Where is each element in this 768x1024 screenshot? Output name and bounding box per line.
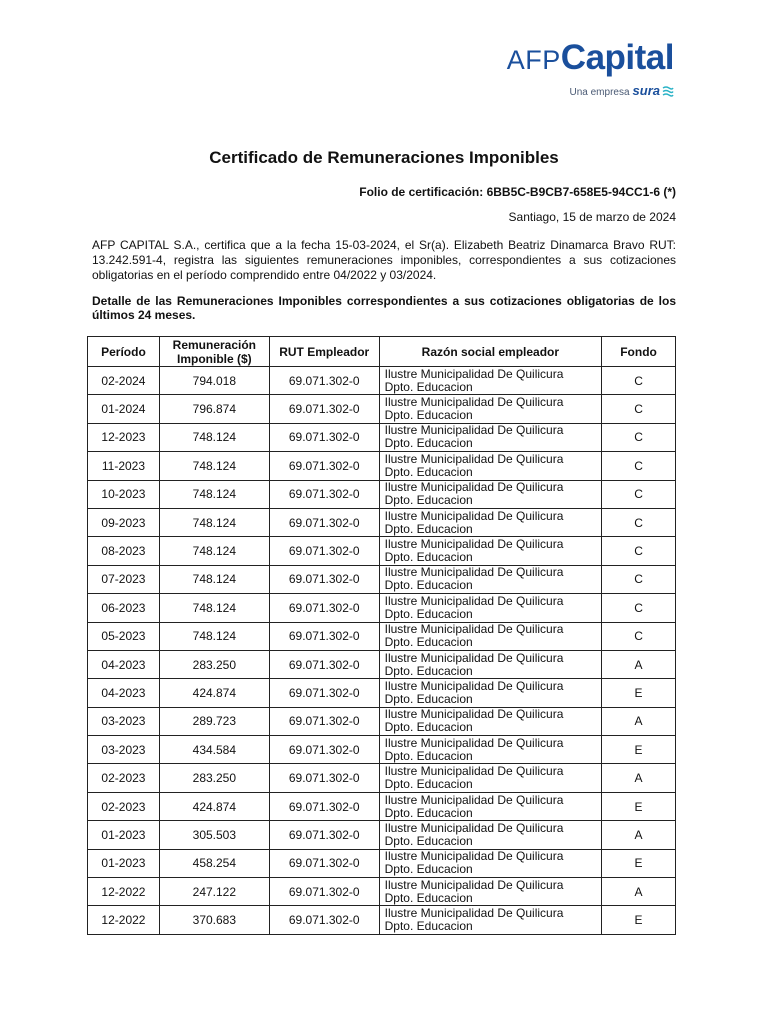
certification-paragraph: AFP CAPITAL S.A., certifica que a la fecha 15-03-2024, el Sr(a). Elizabeth Beatriz Dinamarca Bravo RUT: 13.242.591-4, registra las siguientes remuneraciones imponibles, correspondientes a sus cotizaciones obligatorias en el período comprendido entre 04/2022 y 03/2024. (92, 238, 676, 282)
razon-social-line2: Dpto. Educacion (384, 578, 473, 593)
cell-fondo: E (602, 736, 676, 764)
cell-razon-social (379, 906, 601, 934)
document-title: Certificado de Remuneraciones Imponibles (209, 148, 559, 167)
cell-fondo: E (602, 679, 676, 707)
cell-remuneracion: 424.874 (159, 792, 269, 820)
cell-rut-empleador: 69.071.302-0 (269, 395, 379, 423)
razon-social-line1: Ilustre Municipalidad De Quilicura (384, 678, 564, 693)
cell-remuneracion: 424.874 (159, 679, 269, 707)
cell-rut-empleador: 69.071.302-0 (269, 792, 379, 820)
razon-social-line2: Dpto. Educacion (384, 890, 473, 905)
table-row (88, 821, 676, 849)
cell-razon-social (379, 736, 601, 764)
cell-razon-social (379, 650, 601, 678)
cell-rut-empleador: 69.071.302-0 (269, 480, 379, 508)
cell-remuneracion: 748.124 (159, 480, 269, 508)
table-row (88, 906, 676, 934)
cell-razon-social (379, 679, 601, 707)
cell-fondo: A (602, 650, 676, 678)
cell-fondo: A (602, 878, 676, 906)
cell-razon-social (379, 622, 601, 650)
cell-remuneracion: 748.124 (159, 423, 269, 451)
folio-certificacion: Folio de certificación: 6BB5C-B9CB7-658E5-94CC1-6 (*) (359, 185, 676, 199)
razon-social-line1: Ilustre Municipalidad De Quilicura (384, 849, 564, 864)
cell-rut-empleador: 69.071.302-0 (269, 764, 379, 792)
header-remuneracion-line1: Remuneración (172, 337, 257, 352)
razon-social-line1: Ilustre Municipalidad De Quilicura (384, 877, 564, 892)
cell-remuneracion: 748.124 (159, 537, 269, 565)
cell-fondo: C (602, 594, 676, 622)
header-periodo: Período (88, 337, 160, 367)
table-row (88, 792, 676, 820)
cell-remuneracion: 289.723 (159, 707, 269, 735)
table-row (88, 764, 676, 792)
table-row (88, 508, 676, 536)
cell-fondo: A (602, 764, 676, 792)
razon-social-line2: Dpto. Educacion (384, 720, 473, 735)
cell-remuneracion: 305.503 (159, 821, 269, 849)
cell-periodo: 08-2023 (88, 537, 160, 565)
razon-social-line1: Ilustre Municipalidad De Quilicura (384, 366, 564, 381)
razon-social-line2: Dpto. Educacion (384, 663, 473, 678)
cell-rut-empleador: 69.071.302-0 (269, 622, 379, 650)
cell-rut-empleador: 69.071.302-0 (269, 821, 379, 849)
cell-fondo: E (602, 849, 676, 877)
razon-social-line2: Dpto. Educacion (384, 833, 473, 848)
cell-periodo: 02-2023 (88, 792, 160, 820)
razon-social-line2: Dpto. Educacion (384, 748, 473, 763)
razon-social-line2: Dpto. Educacion (384, 436, 473, 451)
cell-periodo: 09-2023 (88, 508, 160, 536)
logo-wordmark (507, 38, 674, 78)
cell-fondo: A (602, 821, 676, 849)
remuneraciones-table (87, 336, 676, 935)
cell-razon-social (379, 849, 601, 877)
cell-periodo: 07-2023 (88, 565, 160, 593)
cell-rut-empleador: 69.071.302-0 (269, 650, 379, 678)
table-row (88, 679, 676, 707)
cell-rut-empleador: 69.071.302-0 (269, 452, 379, 480)
cell-razon-social (379, 565, 601, 593)
cell-remuneracion: 370.683 (159, 906, 269, 934)
cell-fondo: C (602, 565, 676, 593)
razon-social-line1: Ilustre Municipalidad De Quilicura (384, 820, 564, 835)
cell-periodo: 03-2023 (88, 707, 160, 735)
cell-remuneracion: 283.250 (159, 764, 269, 792)
table-row (88, 423, 676, 451)
cell-remuneracion: 748.124 (159, 508, 269, 536)
cell-periodo: 02-2024 (88, 367, 160, 395)
cell-razon-social (379, 423, 601, 451)
cell-rut-empleador: 69.071.302-0 (269, 537, 379, 565)
cell-periodo: 04-2023 (88, 650, 160, 678)
razon-social-line2: Dpto. Educacion (384, 919, 473, 934)
table-header-row (88, 337, 676, 367)
razon-social-line1: Ilustre Municipalidad De Quilicura (384, 480, 564, 495)
table-row (88, 367, 676, 395)
cell-periodo: 12-2022 (88, 878, 160, 906)
razon-social-line1: Ilustre Municipalidad De Quilicura (384, 622, 564, 637)
cell-razon-social (379, 878, 601, 906)
table-row (88, 452, 676, 480)
table-row (88, 707, 676, 735)
razon-social-line1: Ilustre Municipalidad De Quilicura (384, 735, 564, 750)
razon-social-line1: Ilustre Municipalidad De Quilicura (384, 650, 564, 665)
cell-remuneracion: 748.124 (159, 452, 269, 480)
cell-periodo: 12-2022 (88, 906, 160, 934)
cell-remuneracion: 283.250 (159, 650, 269, 678)
cell-razon-social (379, 537, 601, 565)
razon-social-line1: Ilustre Municipalidad De Quilicura (384, 565, 564, 580)
cell-rut-empleador: 69.071.302-0 (269, 565, 379, 593)
detail-heading: Detalle de las Remuneraciones Imponibles correspondientes a sus cotizaciones obligatorias de los últimos 24 meses. (92, 294, 676, 322)
razon-social-line2: Dpto. Educacion (384, 521, 473, 536)
cell-fondo: C (602, 508, 676, 536)
afp-capital-logo (474, 38, 674, 102)
cell-remuneracion: 748.124 (159, 594, 269, 622)
cell-periodo: 02-2023 (88, 764, 160, 792)
razon-social-line1: Ilustre Municipalidad De Quilicura (384, 764, 564, 779)
cell-periodo: 01-2024 (88, 395, 160, 423)
cell-periodo: 03-2023 (88, 736, 160, 764)
razon-social-line2: Dpto. Educacion (384, 464, 473, 479)
cell-rut-empleador: 69.071.302-0 (269, 906, 379, 934)
cell-remuneracion: 794.018 (159, 367, 269, 395)
cell-fondo: E (602, 906, 676, 934)
razon-social-line2: Dpto. Educacion (384, 606, 473, 621)
cell-rut-empleador: 69.071.302-0 (269, 878, 379, 906)
cell-rut-empleador: 69.071.302-0 (269, 508, 379, 536)
logo-afp-text: AFP (506, 45, 561, 75)
cell-razon-social (379, 792, 601, 820)
table-row (88, 650, 676, 678)
table-row (88, 736, 676, 764)
cell-rut-empleador: 69.071.302-0 (269, 707, 379, 735)
cell-razon-social (379, 508, 601, 536)
razon-social-line2: Dpto. Educacion (384, 408, 473, 423)
table-row (88, 537, 676, 565)
cell-rut-empleador: 69.071.302-0 (269, 594, 379, 622)
cell-fondo: C (602, 395, 676, 423)
header-razon-social: Razón social empleador (379, 337, 601, 367)
razon-social-line2: Dpto. Educacion (384, 550, 473, 565)
logo-capital-text: Capital (560, 38, 674, 77)
cell-razon-social (379, 594, 601, 622)
razon-social-line2: Dpto. Educacion (384, 493, 473, 508)
cell-fondo: C (602, 423, 676, 451)
razon-social-line1: Ilustre Municipalidad De Quilicura (384, 906, 564, 921)
razon-social-line1: Ilustre Municipalidad De Quilicura (384, 508, 564, 523)
cell-periodo: 01-2023 (88, 849, 160, 877)
razon-social-line2: Dpto. Educacion (384, 862, 473, 877)
cell-razon-social (379, 452, 601, 480)
table-row (88, 395, 676, 423)
cell-fondo: C (602, 480, 676, 508)
header-remuneracion-line2: Imponible ($) (177, 351, 252, 366)
cell-remuneracion: 748.124 (159, 622, 269, 650)
header-fondo: Fondo (602, 337, 676, 367)
cell-fondo: A (602, 707, 676, 735)
cell-fondo: C (602, 537, 676, 565)
document-date: Santiago, 15 de marzo de 2024 (508, 210, 676, 224)
cell-periodo: 06-2023 (88, 594, 160, 622)
cell-fondo: C (602, 367, 676, 395)
cell-remuneracion: 247.122 (159, 878, 269, 906)
razon-social-line1: Ilustre Municipalidad De Quilicura (384, 792, 564, 807)
cell-remuneracion: 458.254 (159, 849, 269, 877)
cell-remuneracion: 748.124 (159, 565, 269, 593)
table-row (88, 480, 676, 508)
razon-social-line2: Dpto. Educacion (384, 777, 473, 792)
cell-periodo: 01-2023 (88, 821, 160, 849)
cell-razon-social (379, 821, 601, 849)
cell-rut-empleador: 69.071.302-0 (269, 736, 379, 764)
logo-tagline: Una empresa (569, 87, 630, 98)
logo-sura-text: sura (632, 83, 660, 98)
cell-remuneracion: 434.584 (159, 736, 269, 764)
cell-periodo: 05-2023 (88, 622, 160, 650)
razon-social-line1: Ilustre Municipalidad De Quilicura (384, 395, 564, 410)
header-remuneracion (159, 337, 269, 367)
razon-social-line1: Ilustre Municipalidad De Quilicura (384, 707, 564, 722)
table-row (88, 878, 676, 906)
cell-periodo: 10-2023 (88, 480, 160, 508)
cell-rut-empleador: 69.071.302-0 (269, 367, 379, 395)
razon-social-line1: Ilustre Municipalidad De Quilicura (384, 593, 564, 608)
cell-fondo: C (602, 452, 676, 480)
cell-razon-social (379, 367, 601, 395)
cell-periodo: 04-2023 (88, 679, 160, 707)
razon-social-line2: Dpto. Educacion (384, 805, 473, 820)
header-rut-empleador: RUT Empleador (269, 337, 379, 367)
cell-fondo: C (602, 622, 676, 650)
razon-social-line1: Ilustre Municipalidad De Quilicura (384, 537, 564, 552)
table-row (88, 622, 676, 650)
table-row (88, 565, 676, 593)
logo-subline (570, 82, 675, 100)
cell-rut-empleador: 69.071.302-0 (269, 423, 379, 451)
cell-fondo: E (602, 792, 676, 820)
cell-razon-social (379, 764, 601, 792)
cell-razon-social (379, 480, 601, 508)
razon-social-line1: Ilustre Municipalidad De Quilicura (384, 423, 564, 438)
cell-remuneracion: 796.874 (159, 395, 269, 423)
cell-rut-empleador: 69.071.302-0 (269, 849, 379, 877)
cell-razon-social (379, 395, 601, 423)
razon-social-line1: Ilustre Municipalidad De Quilicura (384, 451, 564, 466)
sura-wave-icon (662, 85, 674, 97)
cell-periodo: 11-2023 (88, 452, 160, 480)
table-row (88, 594, 676, 622)
razon-social-line2: Dpto. Educacion (384, 635, 473, 650)
razon-social-line2: Dpto. Educacion (384, 379, 473, 394)
cell-razon-social (379, 707, 601, 735)
cell-rut-empleador: 69.071.302-0 (269, 679, 379, 707)
cell-periodo: 12-2023 (88, 423, 160, 451)
table-row (88, 849, 676, 877)
razon-social-line2: Dpto. Educacion (384, 691, 473, 706)
